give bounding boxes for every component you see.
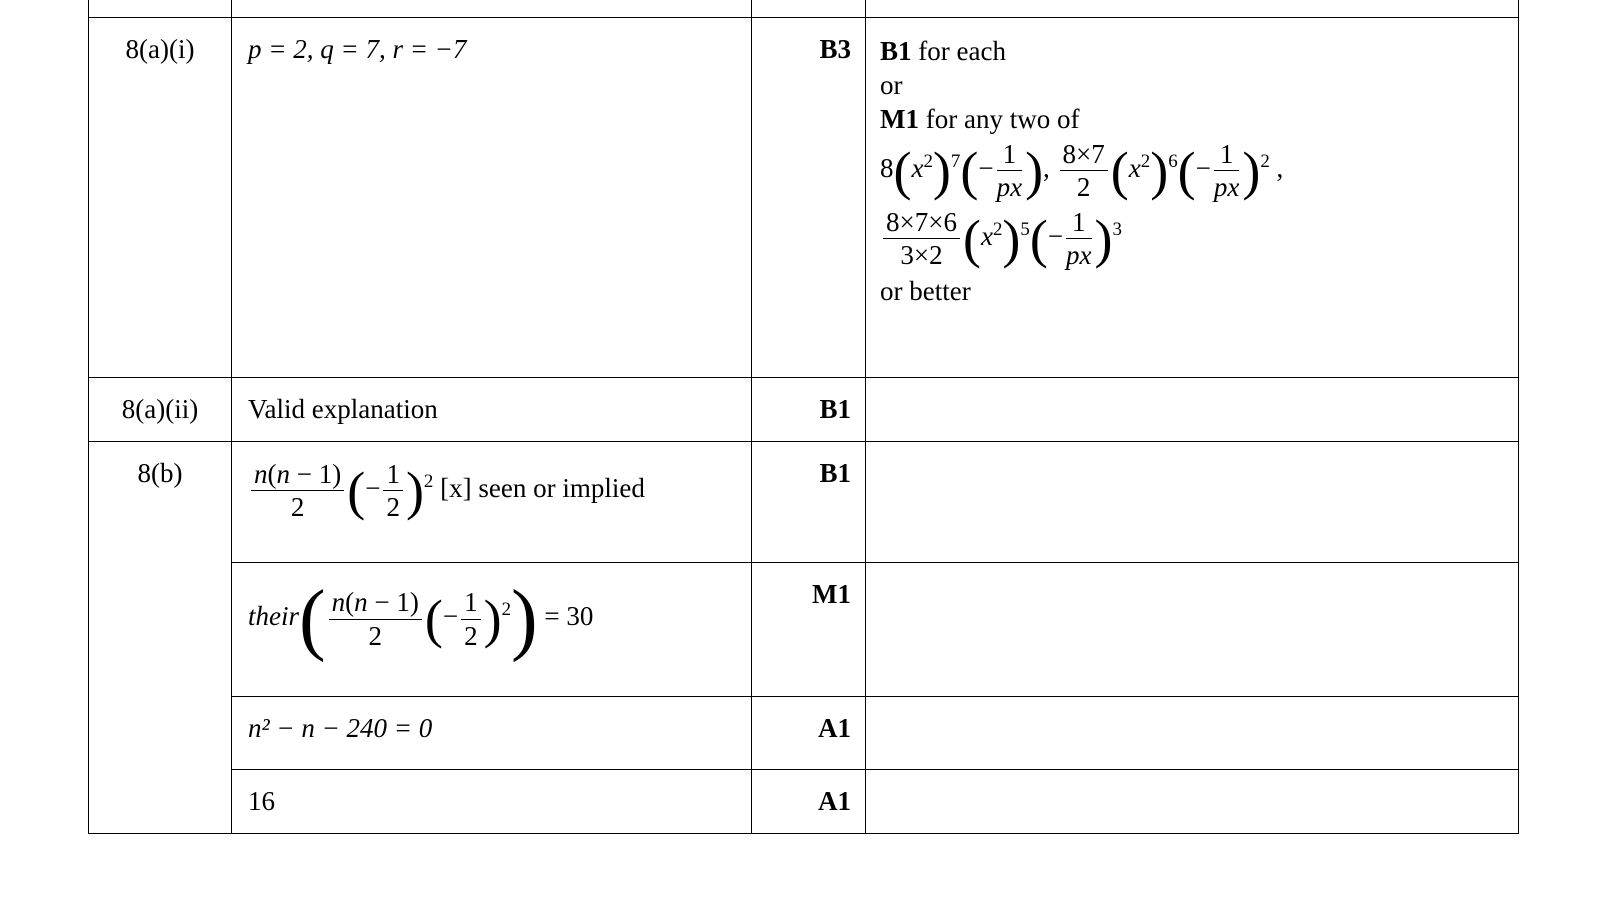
guidance-cell	[866, 18, 1519, 378]
mark-cell: M1	[752, 563, 866, 697]
mark-cell: B1	[752, 378, 866, 442]
guidance-text: or	[880, 70, 903, 100]
math-expression: their( $\frac{n(n - 1)}{2}$ (− $\frac{1}{2}$ )$^2$) = 30	[248, 575, 594, 663]
answer-text: p = 2, q = 7, r = −7	[248, 34, 467, 64]
mark-code: M1	[880, 104, 919, 134]
answer-text: = 30	[544, 601, 594, 632]
table-row-8b-3	[89, 697, 1519, 770]
mark-cell: B1	[752, 442, 866, 563]
guidance-cell	[866, 378, 1519, 442]
guidance-text: for any two of	[925, 104, 1080, 134]
guidance-cell	[866, 770, 1519, 834]
table-row-8aii	[89, 378, 1519, 442]
question-number: 8(b)	[89, 442, 232, 834]
math-expression: $8(x^2)^7(-$ $\frac{1}{px}$ ), $\frac{8\times 7}{2}$ $(x^2)^6(-$ $\frac{1}{px}$ )$^2$ ,	[880, 139, 1284, 203]
table-row-8b-1	[89, 442, 1519, 563]
mark-cell: B3	[752, 18, 866, 378]
table-row-8b-2	[89, 563, 1519, 697]
math-expression: $\frac{8\times 7\times 6}{3\times 2}$ $(x^2)^5(-$ $\frac{1}{px}$ )$^3$	[880, 206, 1508, 272]
answer-cell	[232, 18, 752, 378]
mark-cell: A1	[752, 697, 866, 770]
question-number: 8(a)(i)	[89, 18, 232, 378]
table-row-top-cutoff	[89, 0, 1519, 18]
mark-code: B1	[880, 36, 912, 66]
guidance-cell	[866, 697, 1519, 770]
guidance-cell	[866, 442, 1519, 563]
answer-cell: 16	[232, 770, 752, 834]
answer-text: [x] seen or implied	[440, 473, 645, 504]
guidance-text: for each	[918, 36, 1006, 66]
answer-cell	[232, 442, 752, 563]
table-row-8b-4	[89, 770, 1519, 834]
mark-scheme-table	[88, 0, 1519, 834]
guidance-cell	[866, 563, 1519, 697]
question-number: 8(a)(ii)	[89, 378, 232, 442]
answer-cell	[232, 697, 752, 770]
guidance-text: or better	[880, 275, 971, 306]
answer-text: their	[248, 601, 299, 632]
math-expression: $\frac{n(n - 1)}{2}$ (− $\frac{1}{2}$ )$^2$ [x] seen or implied	[248, 473, 645, 503]
mark-cell: A1	[752, 770, 866, 834]
answer-cell: Valid explanation	[232, 378, 752, 442]
table-row-8ai	[89, 18, 1519, 378]
answer-cell	[232, 563, 752, 697]
answer-text: n² − n − 240 = 0	[248, 713, 433, 743]
